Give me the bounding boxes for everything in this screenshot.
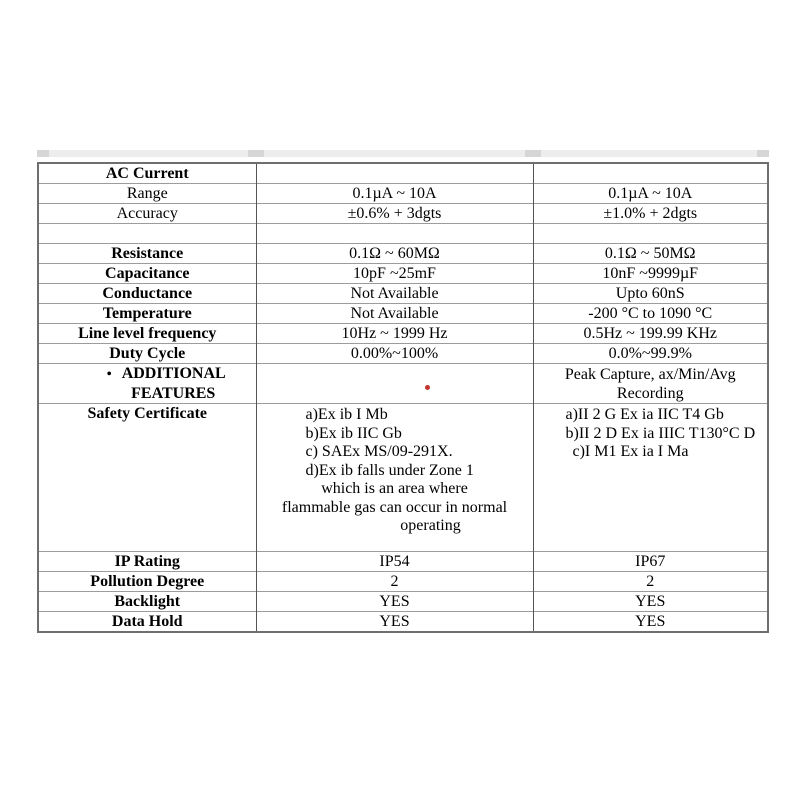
spec-value-cell-col2: [256, 224, 533, 244]
spec-value-cell-col2: 10Hz ~ 1999 Hz: [256, 324, 533, 344]
spec-label-cell: Duty Cycle: [38, 344, 256, 364]
table-row-temperature: [38, 304, 768, 324]
spec-value-cell-col3: [533, 364, 768, 404]
table-row-conductance: [38, 284, 768, 304]
table-row-empty: [38, 224, 768, 244]
table-row-safety-certificate: [38, 404, 768, 552]
spec-value-cell-col3: Upto 60nS: [533, 284, 768, 304]
spec-label-cell: Data Hold: [38, 612, 256, 633]
spec-value-cell-col3: ±1.0% + 2dgts: [533, 204, 768, 224]
spec-label-cell: IP Rating: [38, 552, 256, 572]
table-row-ac-current: [38, 163, 768, 184]
certificate-line: flammable gas can occur in normal: [281, 498, 508, 516]
spec-comparison-table: [37, 162, 769, 633]
table-row-capacitance: [38, 264, 768, 284]
table-row-line-level-frequency: [38, 324, 768, 344]
cropped-row-artifact: [37, 150, 769, 157]
spec-label-cell: Line level frequency: [38, 324, 256, 344]
spec-value-cell-col2: [256, 163, 533, 184]
certificate-line: c)I M1 Ex ia I Ma: [572, 443, 689, 460]
red-bullet-dot-icon: [425, 385, 430, 390]
spec-value-cell-col3: [533, 224, 768, 244]
spec-value-cell-col3: -200 °C to 1090 °C: [533, 304, 768, 324]
list-bullet-icon: •: [106, 367, 112, 382]
spec-label-cell: [38, 224, 256, 244]
spec-value-cell-col3: 0.5Hz ~ 199.99 KHz: [533, 324, 768, 344]
spec-value-cell-col2: 2: [256, 572, 533, 592]
additional-features-line1: [87, 364, 246, 384]
spec-label-cell: Pollution Degree: [38, 572, 256, 592]
table-row-pollution-degree: [38, 572, 768, 592]
artifact-divider-mark: [525, 150, 541, 157]
spec-value-cell-col2: Not Available: [256, 304, 533, 324]
spec-value-cell-col3: YES: [533, 592, 768, 612]
spec-value-cell-col2: ±0.6% + 3dgts: [256, 204, 533, 224]
table-row-accuracy: [38, 204, 768, 224]
certificate-line: operating: [400, 517, 461, 534]
spec-value-cell-col3: [533, 404, 768, 552]
spec-value-cell-col3: [533, 163, 768, 184]
spec-value-cell-col3: YES: [533, 612, 768, 633]
spec-label-cell: [38, 364, 256, 404]
spec-value-cell-col2: 0.1Ω ~ 60MΩ: [256, 244, 533, 264]
artifact-corner-mark: [757, 150, 769, 157]
spec-value-cell-col2: 0.00%~100%: [256, 344, 533, 364]
table-row-backlight: [38, 592, 768, 612]
spec-label-cell: Capacitance: [38, 264, 256, 284]
spec-value-cell-col2: YES: [256, 592, 533, 612]
additional-features-line2: FEATURES: [131, 385, 216, 402]
table-row-resistance: [38, 244, 768, 264]
additional-features-value-line2: Recording: [616, 384, 684, 402]
certificate-line: a)II 2 G Ex ia IIC T4 Gb: [565, 406, 724, 423]
certificate-line: d)Ex ib falls under Zone 1: [305, 461, 474, 479]
table-row-ip-rating: [38, 552, 768, 572]
spec-value-cell-col2: Not Available: [256, 284, 533, 304]
artifact-corner-mark: [37, 150, 49, 157]
spec-value-cell-col3: 0.1µA ~ 10A: [533, 184, 768, 204]
spec-value-cell-col2: [256, 364, 533, 404]
spec-label-cell: Safety Certificate: [38, 404, 256, 552]
spec-value-cell-col3: IP67: [533, 552, 768, 572]
table-row-data-hold: [38, 612, 768, 633]
spec-label-cell: Range: [38, 184, 256, 204]
certificate-line: b)Ex ib IIC Gb: [305, 424, 402, 442]
certificate-line: c) SAEx MS/09-291X.: [305, 443, 453, 460]
spec-value-cell-col3: 10nF ~9999µF: [533, 264, 768, 284]
spec-label-cell: Resistance: [38, 244, 256, 264]
additional-features-label: ADDITIONAL: [121, 365, 226, 382]
certificate-line: a)Ex ib I Mb: [305, 406, 388, 423]
spec-value-cell-col2: 0.1µA ~ 10A: [256, 184, 533, 204]
spec-label-cell: Temperature: [38, 304, 256, 324]
spec-value-cell-col3: 0.0%~99.9%: [533, 344, 768, 364]
spec-value-cell-col2: 10pF ~25mF: [256, 264, 533, 284]
spec-label-cell: AC Current: [105, 165, 189, 182]
spec-label-cell: Backlight: [38, 592, 256, 612]
certificate-line: b)II 2 D Ex ia IIIC T130°C D: [565, 424, 756, 442]
certificate-line: which is an area where: [321, 480, 468, 497]
artifact-divider-mark: [248, 150, 264, 157]
spec-value-cell-col2: [256, 404, 533, 552]
additional-features-value-line1: Peak Capture, ax/Min/Avg: [564, 365, 736, 383]
table-row-range: [38, 184, 768, 204]
table-row-additional-features: [38, 364, 768, 404]
spec-value-cell-col3: 0.1Ω ~ 50MΩ: [533, 244, 768, 264]
table-row-duty-cycle: [38, 344, 768, 364]
spec-value-cell-col3: 2: [533, 572, 768, 592]
spec-value-cell-col2: YES: [256, 612, 533, 633]
spec-label-cell: Conductance: [38, 284, 256, 304]
spec-value-cell-col2: IP54: [256, 552, 533, 572]
spec-label-cell: Accuracy: [38, 204, 256, 224]
